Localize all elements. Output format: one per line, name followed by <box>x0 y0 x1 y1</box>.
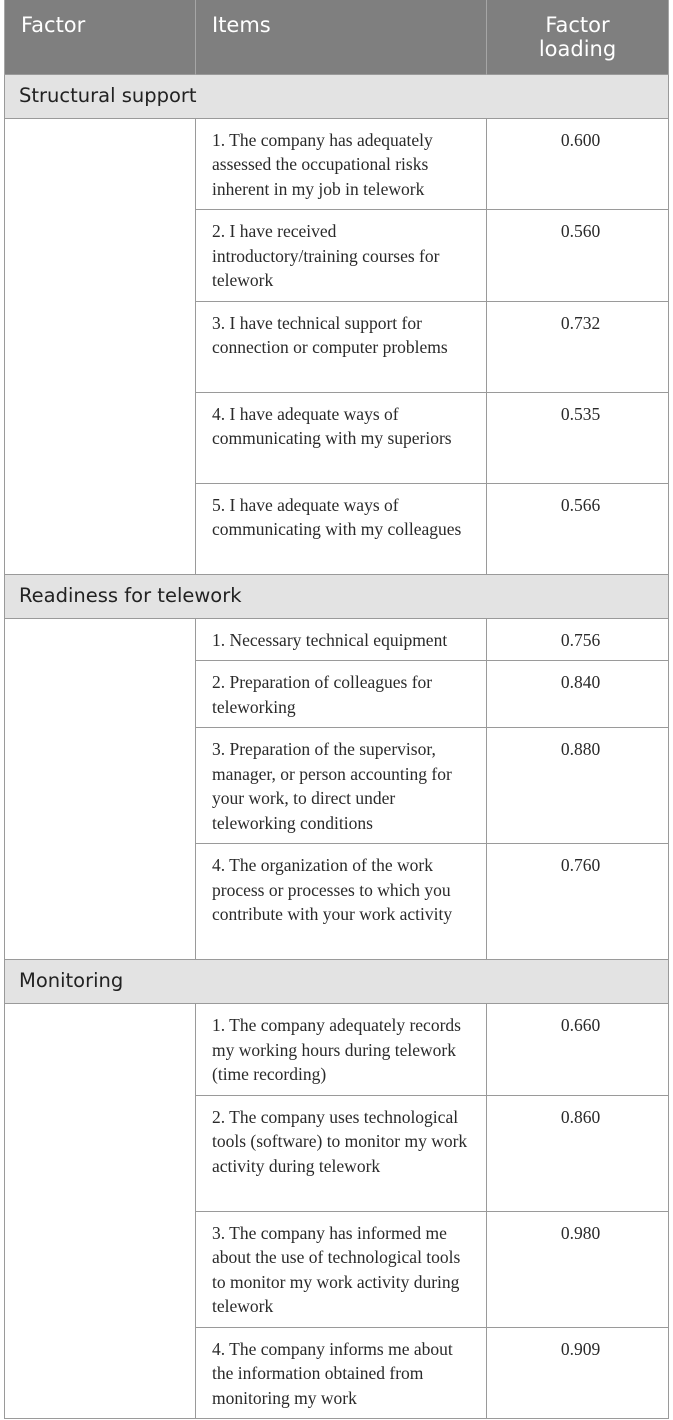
factor-cell <box>5 118 196 574</box>
table-row <box>5 118 669 210</box>
item-text: 1. The company has adequately assessed the occupational risks inherent in my job in telework <box>196 118 487 210</box>
loading-value: 0.660 <box>487 1004 669 1096</box>
factor-cell <box>5 1004 196 1419</box>
loading-value: 0.566 <box>487 483 669 574</box>
section-row <box>5 74 669 118</box>
loading-value: 0.732 <box>487 301 669 392</box>
loading-value: 0.840 <box>487 661 669 728</box>
loading-value: 0.600 <box>487 118 669 210</box>
header-loading-line2: loading <box>538 37 617 61</box>
table-row <box>5 1004 669 1096</box>
factor-cell <box>5 618 196 960</box>
header-items: Items <box>196 0 487 74</box>
loading-value: 0.535 <box>487 392 669 483</box>
item-text: 1. Necessary technical equipment <box>196 618 487 661</box>
loading-value: 0.909 <box>487 1327 669 1419</box>
header-factor: Factor <box>5 0 196 74</box>
table-row <box>5 618 669 661</box>
loading-value: 0.980 <box>487 1211 669 1327</box>
section-row <box>5 574 669 618</box>
loading-value: 0.756 <box>487 618 669 661</box>
item-text: 4. The organization of the work process or processes to which you contribute with your work activity <box>196 844 487 960</box>
item-text: 2. I have received introductory/training courses for telework <box>196 210 487 302</box>
section-title-monitoring: Monitoring <box>5 960 669 1004</box>
header-row <box>5 0 669 74</box>
item-text: 3. I have technical support for connection or computer problems <box>196 301 487 392</box>
loading-value: 0.760 <box>487 844 669 960</box>
loading-value: 0.560 <box>487 210 669 302</box>
item-text: 3. Preparation of the supervisor, manager, or person accounting for your work, to direct under teleworking conditions <box>196 728 487 844</box>
item-text: 2. The company uses technological tools (software) to monitor my work activity during telework <box>196 1095 487 1211</box>
factor-loading-table <box>4 0 669 1419</box>
header-loading-line1: Factor <box>545 13 610 37</box>
section-title-readiness: Readiness for telework <box>5 574 669 618</box>
loading-value: 0.880 <box>487 728 669 844</box>
item-text: 4. I have adequate ways of communicating with my superiors <box>196 392 487 483</box>
item-text: 3. The company has informed me about the use of technological tools to monitor my work activity during telework <box>196 1211 487 1327</box>
section-row <box>5 960 669 1004</box>
section-title-structural-support: Structural support <box>5 74 669 118</box>
item-text: 5. I have adequate ways of communicating with my colleagues <box>196 483 487 574</box>
header-factor-loading <box>487 0 669 74</box>
loading-value: 0.860 <box>487 1095 669 1211</box>
item-text: 4. The company informs me about the information obtained from monitoring my work <box>196 1327 487 1419</box>
item-text: 2. Preparation of colleagues for teleworking <box>196 661 487 728</box>
item-text: 1. The company adequately records my working hours during telework (time recording) <box>196 1004 487 1096</box>
